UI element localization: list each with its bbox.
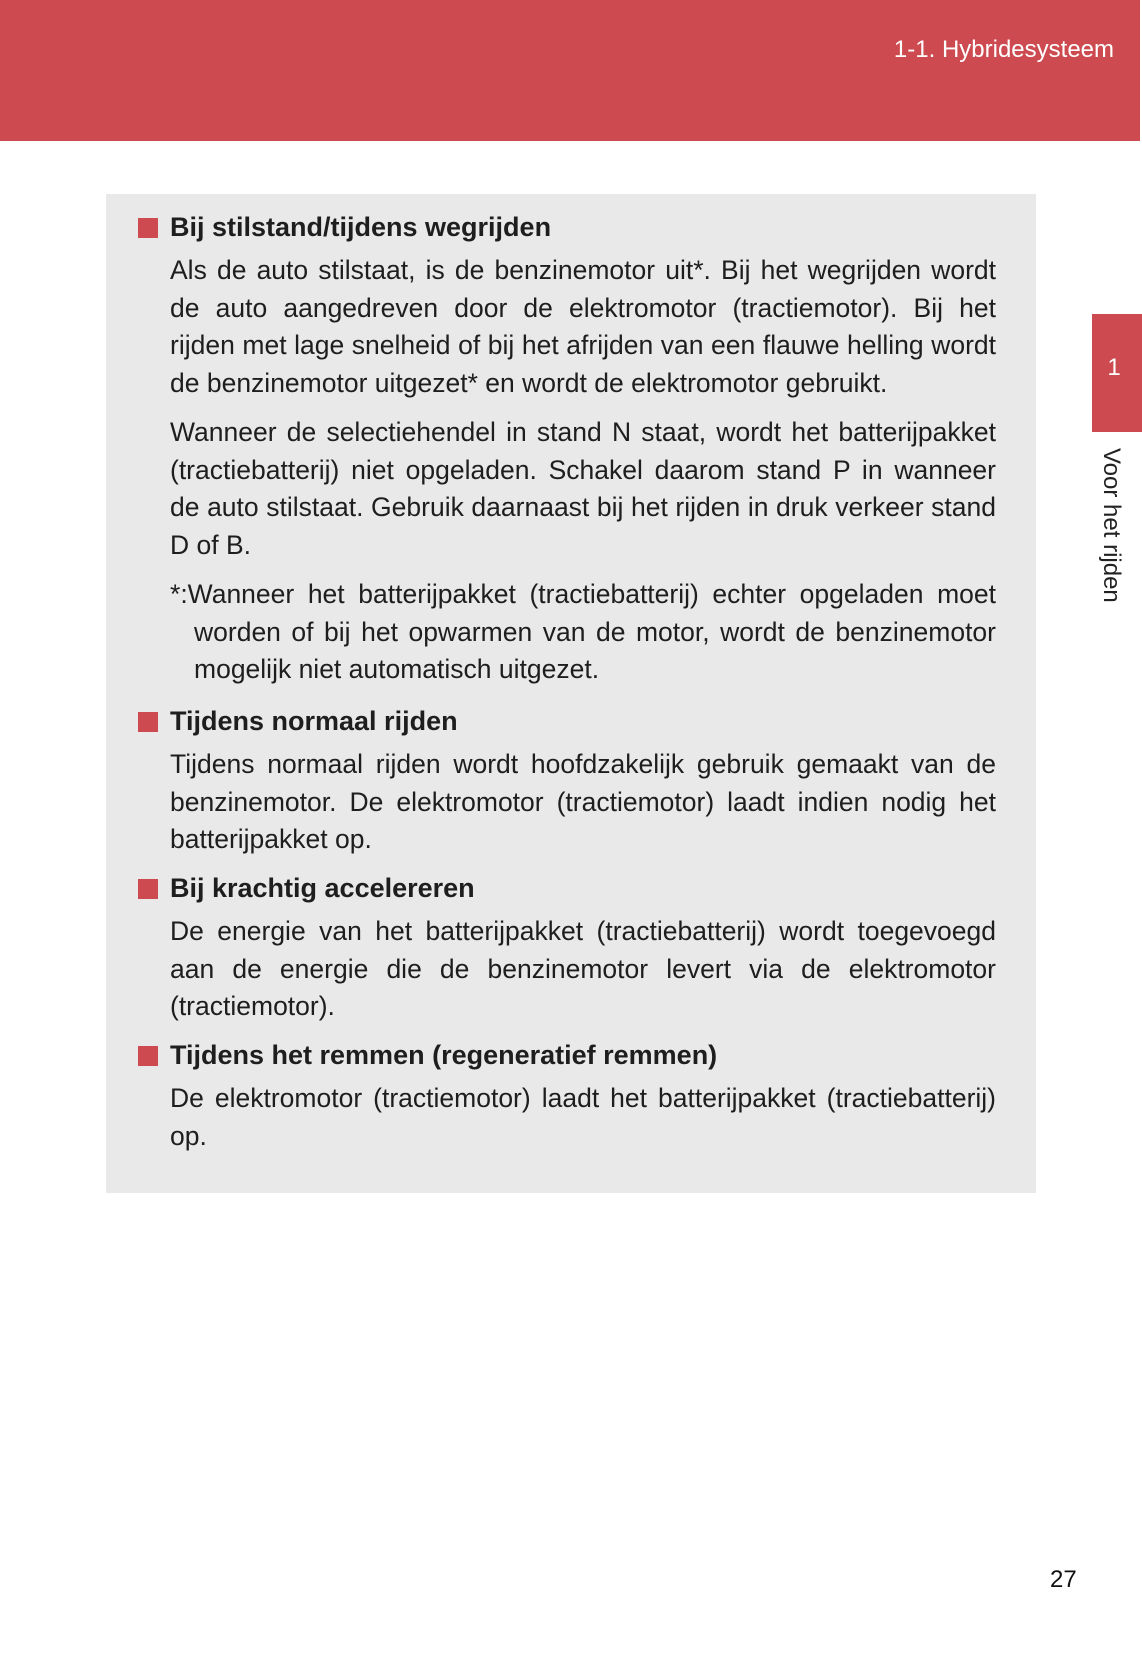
paragraph: De elektromotor (tractiemotor) laadt het batterijpakket (tractiebatterij) op. xyxy=(170,1083,996,1151)
page-number: 27 xyxy=(1050,1566,1077,1593)
square-bullet-icon xyxy=(138,879,158,899)
section-acceleration xyxy=(138,873,996,1026)
section-heading: Bij krachtig accelereren xyxy=(138,873,996,907)
content-box xyxy=(106,194,1036,1193)
paragraph: De energie van het batterijpakket (tractiebatterij) wordt toegevoegd aan de energie die de benzinemotor levert via de elektromotor (tractiemotor). xyxy=(170,916,996,1021)
section-braking xyxy=(138,1040,996,1155)
square-bullet-icon xyxy=(138,712,158,732)
section-standstill xyxy=(138,212,996,689)
paragraph: Wanneer de selectiehendel in stand N staat, wordt het batterijpakket (tractiebatterij) niet opgeladen. Schakel daarom stand P in wanneer de auto stilstaat. Gebruik daarnaast bij het rijden in druk verkeer stand D of B. xyxy=(170,417,996,560)
chapter-label: Voor het rijden xyxy=(1098,448,1125,603)
footnote: *:Wanneer het batterijpakket (tractiebatterij) echter opgeladen moet worden of bij het opwarmen van de motor, wordt de benzinemotor mogelijk niet automatisch uitgezet. xyxy=(170,579,996,684)
square-bullet-icon xyxy=(138,1046,158,1066)
section-title: 1-1. Hybridesysteem xyxy=(893,36,1114,63)
section-heading: Tijdens normaal rijden xyxy=(138,706,996,740)
chapter-tab[interactable] xyxy=(1092,314,1142,432)
section-heading: Tijdens het remmen (regeneratief remmen) xyxy=(138,1040,996,1074)
section-normal-driving xyxy=(138,706,996,859)
square-bullet-icon xyxy=(138,218,158,238)
section-heading: Bij stilstand/tijdens wegrijden xyxy=(138,212,996,246)
header-band xyxy=(0,0,1142,141)
paragraph: Als de auto stilstaat, is de benzinemotor uit*. Bij het wegrijden wordt de auto aangedreven door de elektromotor (tractiemotor). Bij het rijden met lage snelheid of bij het afrijden van een flauwe helling wordt de benzinemotor uitgezet* en wordt de elektromotor gebruikt. xyxy=(170,255,996,398)
chapter-number: 1 xyxy=(1107,354,1121,381)
paragraph: Tijdens normaal rijden wordt hoofdzakelijk gebruik gemaakt van de benzinemotor. De elektromotor (tractiemotor) laadt indien nodig het batterijpakket op. xyxy=(170,749,996,854)
